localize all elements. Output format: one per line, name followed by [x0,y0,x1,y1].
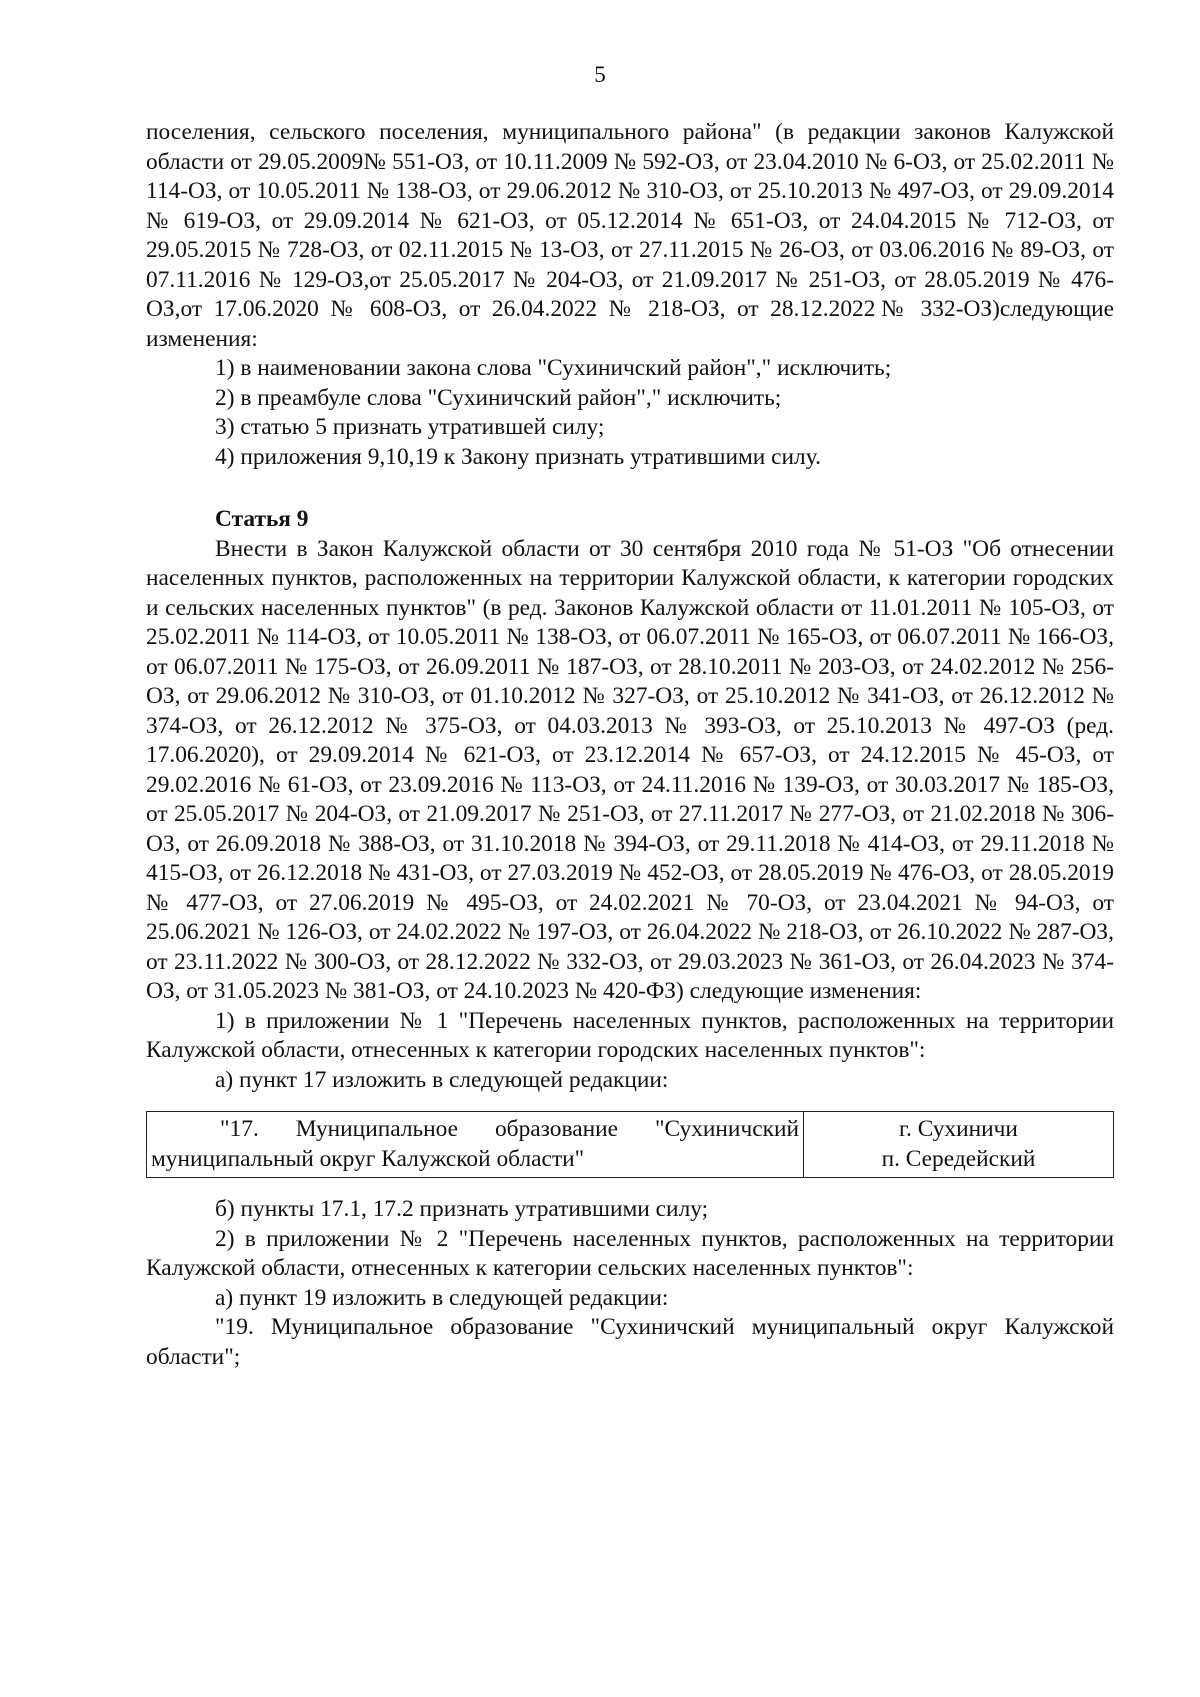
paragraph: поселения, сельского поселения, муниципального района" (в редакции законов Калужской области от 29.05.2009№ 551-ОЗ, от 10.11.2009 № 592-ОЗ, от 23.04.2010 № 6-ОЗ, от 25.02.2011 № 114-ОЗ, от 10.05.2011 № 138-ОЗ, от 29.06.2012 № 310-ОЗ, от 25.10.2013 № 497-ОЗ, от 29.09.2014 № 619-ОЗ, от 29.09.2014 № 621-ОЗ, от 05.12.2014 № 651-ОЗ, от 24.04.2015 № 712-ОЗ, от 29.05.2015 № 728-ОЗ, от 02.11.2015 № 13-ОЗ, от 27.11.2015 № 26-ОЗ, от 03.06.2016 № 89-ОЗ, от 07.11.2016 № 129-ОЗ,от 25.05.2017 № 204-ОЗ, от 21.09.2017 № 251-ОЗ, от 28.05.2019 № 476-ОЗ,от 17.06.2020 № 608-ОЗ, от 26.04.2022 № 218-ОЗ, от 28.12.2022№ 332-ОЗ)следующие изменения: [146,119,1114,352]
table-cell-name: "17. Муниципальное образование "Сухиничский муниципальный округ Калужской области" [147,1112,804,1178]
list-item: а) пункт 17 изложить в следующей редакции: [215,1066,669,1093]
list-item: 4) приложения 9,10,19 к Закону признать утратившими силу. [215,443,821,470]
table-cell-places [804,1112,1114,1178]
place-name: п. Середейский [881,1145,1036,1172]
list-item: а) пункт 19 изложить в следующей редакции: [215,1284,669,1311]
list-item: 1) в приложении № 1 "Перечень населенных пунктов, расположенных на территории Калужской области, отнесенных к категории городских населенных пунктов": [146,1007,1114,1063]
place-name: г. Сухиничи [899,1116,1018,1142]
article-heading: Статья 9 [215,506,309,532]
list-item: 2) в преамбуле слова "Сухиничский район"," исключить; [215,384,782,411]
table-row [147,1112,1114,1178]
page-number: 5 [594,62,606,87]
article-intro: Внести в Закон Калужской области от 30 сентября 2010 года № 51-ОЗ "Об отнесении населенных пунктов, расположенных на территории Калужской области, к категории городских и сельских населенных пунктов" (в ред. Законов Калужской области от 11.01.2011 № 105-ОЗ, от 25.02.2011 № 114-ОЗ, от 10.05.2011 № 138-ОЗ, от 06.07.2011 № 165-ОЗ, от 06.07.2011 № 166-ОЗ, от 06.07.2011 № 175-ОЗ, от 26.09.2011 № 187-ОЗ, от 28.10.2011 № 203-ОЗ, от 24.02.2012 № 256-ОЗ, от 29.06.2012 № 310-ОЗ, от 01.10.2012 № 327-ОЗ, от 25.10.2012 № 341-ОЗ, от 26.12.2012 № 374-ОЗ, от 26.12.2012 № 375-ОЗ, от 04.03.2013 № 393-ОЗ, от 25.10.2013 № 497-ОЗ (ред. 17.06.2020), от 29.09.2014 № 621-ОЗ, от 23.12.2014 № 657-ОЗ, от 24.12.2015 № 45-ОЗ, от 29.02.2016 № 61-ОЗ, от 23.09.2016 № 113-ОЗ, от 24.11.2016 № 139-ОЗ, от 30.03.2017 № 185-ОЗ, от 25.05.2017 № 204-ОЗ, от 21.09.2017 № 251-ОЗ, от 27.11.2017 № 277-ОЗ, от 21.02.2018 № 306-ОЗ, от 26.09.2018 № 388-ОЗ, от 31.10.2018 № 394-ОЗ, от 29.11.2018 № 414-ОЗ, от 29.11.2018 № 415-ОЗ, от 26.12.2018 № 431-ОЗ, от 27.03.2019 № 452-ОЗ, от 28.05.2019 № 476-ОЗ, от 28.05.2019 № 477-ОЗ, от 27.06.2019 № 495-ОЗ, от 24.02.2021 № 70-ОЗ, от 23.04.2021 № 94-ОЗ, от 25.06.2021 № 126-ОЗ, от 24.02.2022 № 197-ОЗ, от 26.04.2022 № 218-ОЗ, от 26.10.2022 № 287-ОЗ, от 23.11.2022 № 300-ОЗ, от 28.12.2022 № 332-ОЗ, от 29.03.2023 № 361-ОЗ, от 26.04.2023 № 374-ОЗ, от 31.05.2023 № 381-ОЗ, от 24.10.2023 № 420-ФЗ) следующие изменения: [146,535,1114,1004]
list-item: 1) в наименовании закона слова "Сухиничский район"," исключить; [215,355,892,381]
list-item: б) пункты 17.1, 17.2 признать утратившими силу; [215,1196,709,1222]
settlement-table [146,1111,1114,1178]
list-item: 3) статью 5 признать утратившей силу; [215,414,605,440]
list-item: 2) в приложении № 2 "Перечень населенных пунктов, расположенных на территории Калужской области, отнесенных к категории сельских населенных пунктов": [146,1225,1114,1281]
document-body [146,118,1114,1372]
list-item: "19. Муниципальное образование "Сухиничский муниципальный округ Калужской области"; [146,1314,1114,1370]
